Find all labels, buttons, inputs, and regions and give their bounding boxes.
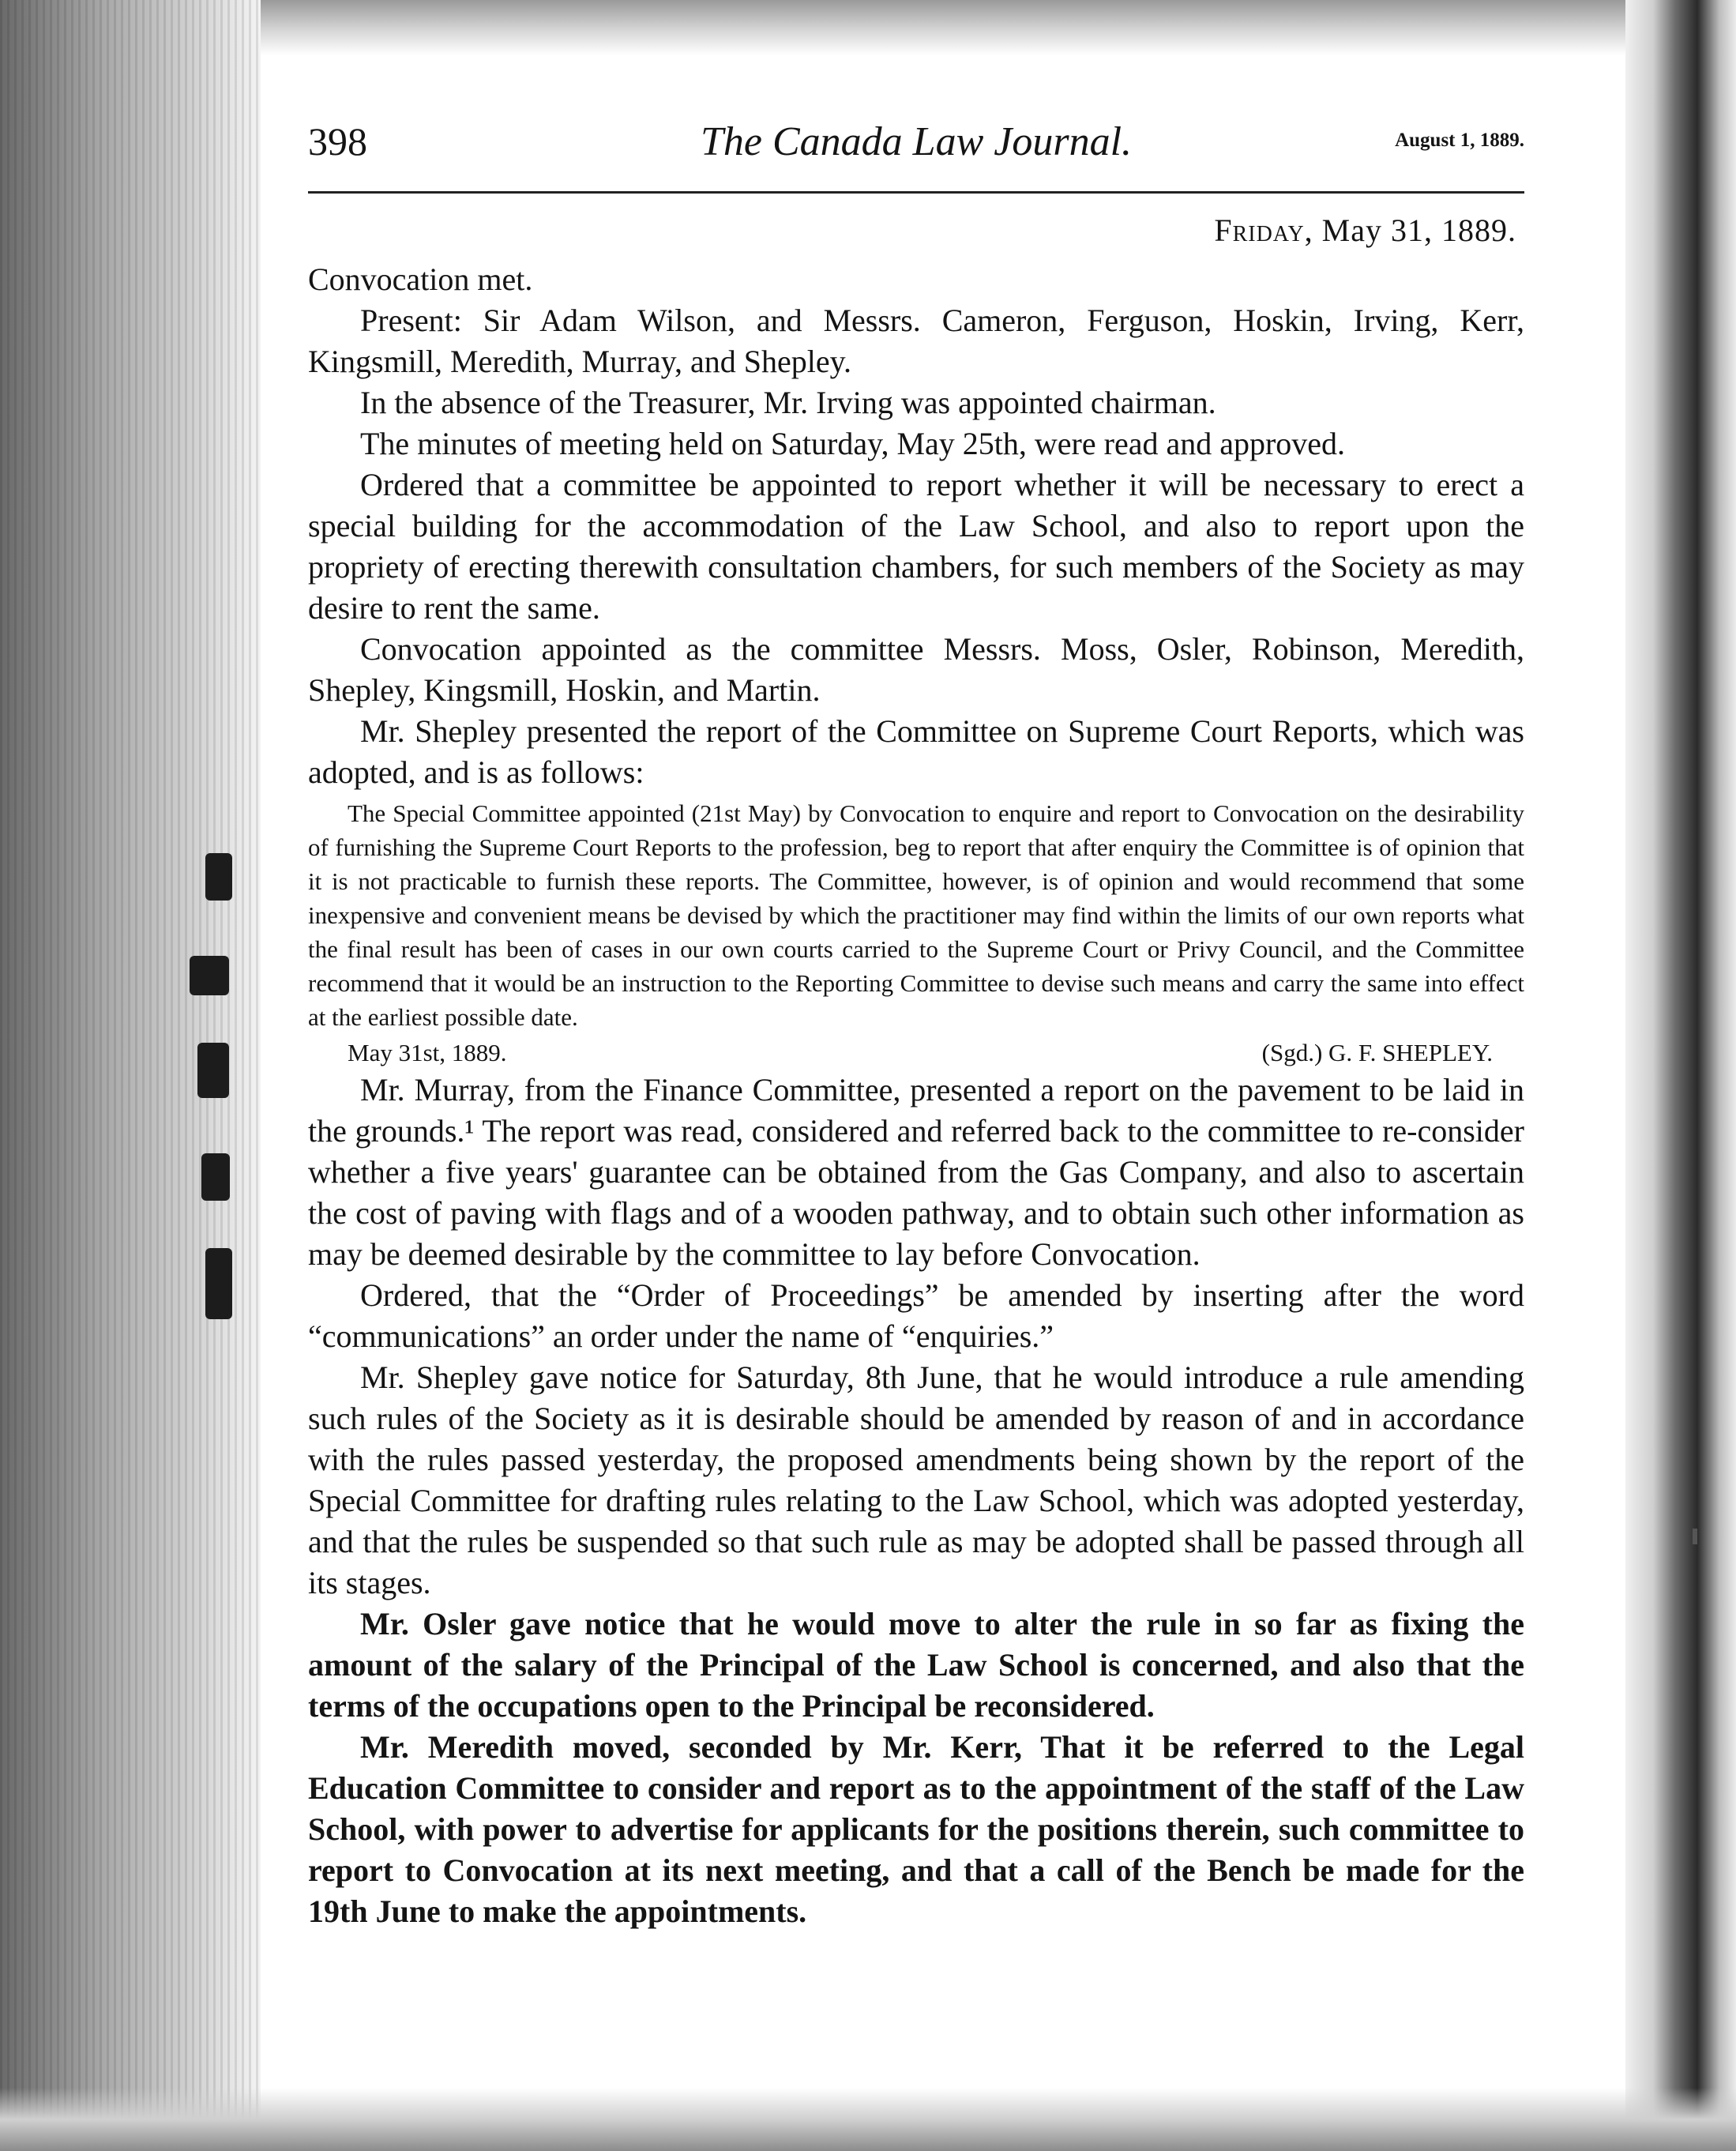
paragraph-shepley-notice: Mr. Shepley gave notice for Saturday, 8th June, that he would introduce a rule amending such rules of the Society as it is desirable should be amended by reason of and in accordance with the rules passed yesterday, the proposed amendments being shown by the report of the Special Committee for drafting rules relating to the Law School, which was adopted yesterday, and that the rules be suspended so that such rule as may be adopted shall be passed through all its stages. (308, 1359, 1524, 1600)
paragraph-appointed: Convocation appointed as the committee Messrs. Moss, Osler, Robinson, Meredith, Shepley, Kingsmill, Hoskin, and Martin. (308, 631, 1524, 708)
paragraph-present: Present: Sir Adam Wilson, and Messrs. Cameron, Ferguson, Hoskin, Irving, Kerr, Kingsmill, Meredith, Murray, and Shepley. (308, 303, 1524, 379)
page-number: 398 (308, 119, 367, 164)
report-signature: (Sgd.) G. F. SHEPLEY. (1261, 1039, 1493, 1066)
scan-right-edge (1625, 0, 1736, 2151)
issue-date: August 1, 1889. (1395, 130, 1524, 151)
scan-binding-edge (0, 0, 261, 2151)
journal-title: The Canada Law Journal. (700, 119, 1133, 164)
paragraph-absence: In the absence of the Treasurer, Mr. Irving was appointed chairman. (360, 385, 1216, 420)
meeting-date: May 31, 1889. (1321, 212, 1516, 248)
report-text: The Special Committee appointed (21st May) by Convocation to enquire and report to Convocation on the desirability of furnishing the Supreme Court Reports to the profession, beg to report that after enquiry the Committee is of opinion that it is not practicable to furnish these reports. The Committee, however, is of opinion and would recommend that some inexpensive and convenient means be devised by which the practitioner may find within the limits of our own reports what the final result has been of cases in our own courts carried to the Supreme Court or Privy Council, and the Committee recommend that it would be an instruction to the Reporting Committee to devise such means and carry the same into effect at the earliest possible date. (308, 799, 1524, 1031)
running-header (308, 118, 1524, 182)
paragraph-met: Convocation met. (308, 261, 533, 297)
report-date: May 31st, 1889. (348, 1039, 507, 1066)
paragraph-order-of-proceedings: Ordered, that the “Order of Proceedings” be amended by inserting after the word “communications” an order under the name of “enquiries.” (308, 1277, 1524, 1354)
meeting-day: Friday, (1214, 212, 1313, 248)
paragraph-shepley-report: Mr. Shepley presented the report of the Committee on Supreme Court Reports, which was adopted, and is as follows: (308, 713, 1524, 790)
paragraph-ordered-committee: Ordered that a committee be appointed to report whether it will be necessary to erect a special building for the accommodation of the Law School, and also to report upon the propriety of erecting therewith consultation chambers, for such members of the Society as may desire to rent the same. (308, 467, 1524, 626)
meeting-date-line (308, 212, 1516, 249)
margin-mark (1693, 1529, 1697, 1544)
binding-marks (158, 853, 245, 1359)
paragraph-murray: Mr. Murray, from the Finance Committee, presented a report on the pavement to be laid in the grounds.¹ The report was read, considered and referred back to the committee to re-consider whether a five years' guarantee can be obtained from the Gas Company, and also to ascertain the cost of paving with flags and of a wooden pathway, and to obtain such other information as may be deemed desirable by the committee to lay before Convocation. (308, 1072, 1524, 1272)
committee-report (308, 796, 1524, 1034)
report-signature-row (308, 1036, 1524, 1070)
paragraph-meredith-motion: Mr. Meredith moved, seconded by Mr. Kerr, That it be referred to the Legal Education Committee to consider and report as to the appointment of the staff of the Law School, with power to advertise for applicants for the positions therein, such committee to report to Convocation at its next meeting, and that a call of the Bench be made for the 19th June to make the appointments. (308, 1729, 1524, 1929)
journal-page (308, 118, 1524, 1929)
paragraph-minutes: The minutes of meeting held on Saturday, May 25th, were read and approved. (360, 426, 1346, 461)
header-rule (308, 191, 1524, 194)
minutes-body (308, 259, 1524, 1932)
scan-bottom-edge (0, 2088, 1736, 2151)
paragraph-osler-notice: Mr. Osler gave notice that he would move to alter the rule in so far as fixing the amount of the salary of the Principal of the Law School is concerned, and also that the terms of the occupations open to the Principal be reconsidered. (308, 1606, 1524, 1724)
